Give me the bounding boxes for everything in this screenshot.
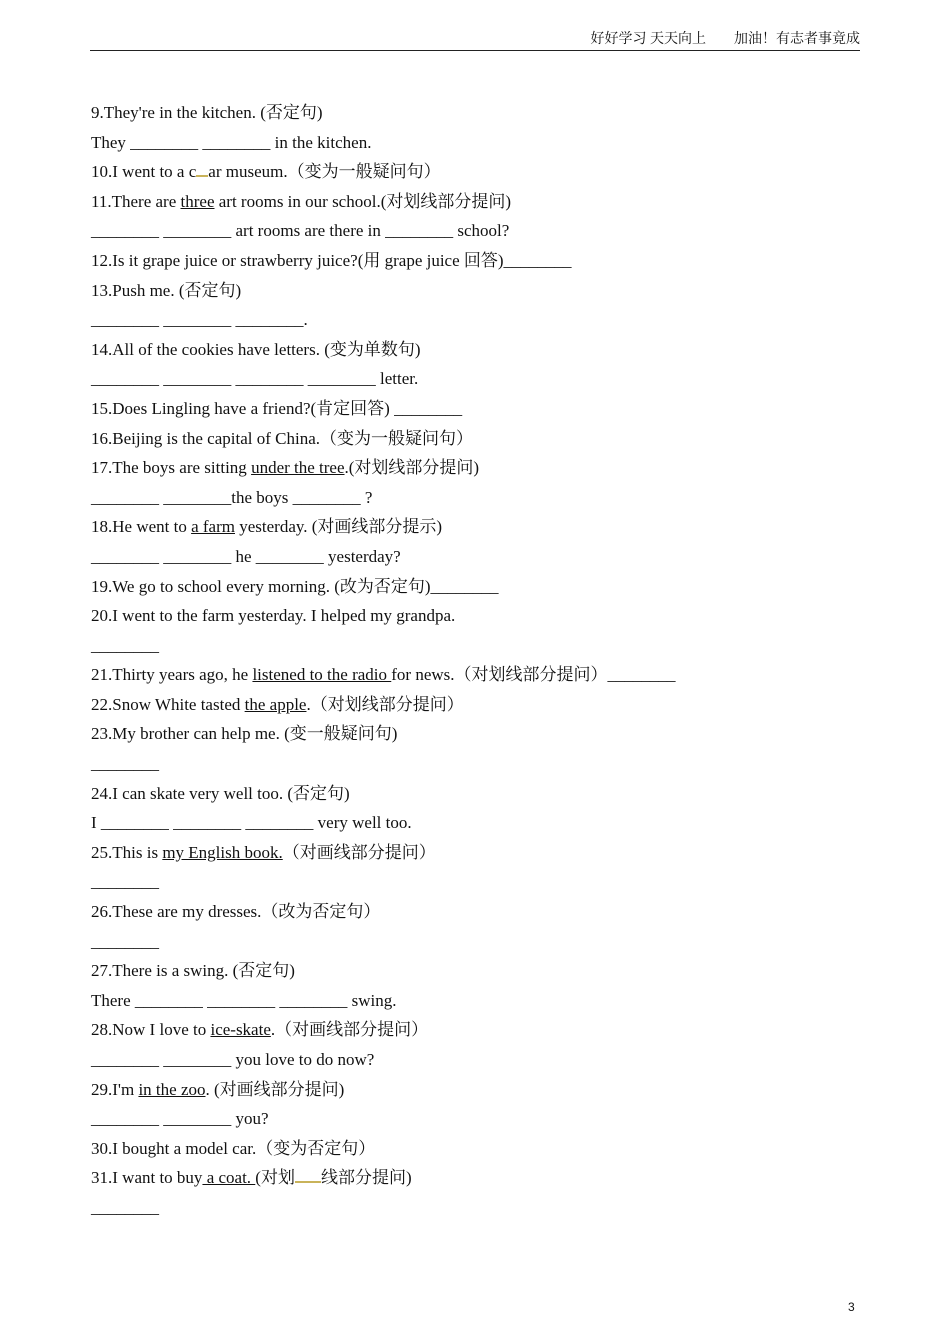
text: 25.This is [91, 842, 163, 862]
text: 21.Thirty years ago, he [91, 665, 253, 685]
question-12: 12.Is it grape juice or strawberry juice?(用 grape juice 回答)________ [91, 250, 572, 270]
answer-line: ________ [91, 872, 159, 892]
answer-line: ________ ________ ________. [91, 310, 308, 330]
question-24: 24.I can skate very well too. (否定句) [91, 783, 350, 803]
question-31 [91, 1163, 871, 1193]
underlined-text: under the tree [251, 458, 345, 478]
question-23: 23.My brother can help me. (变一般疑问句) [91, 724, 398, 744]
question-19: 19.We go to school every morning. (改为否定句)________ [91, 576, 499, 596]
text: . (对画线部分提问) [205, 1079, 345, 1099]
answer-line: ________ ________ ________ ________ letter. [91, 369, 419, 389]
question-29 [91, 1075, 871, 1105]
underlined-text: listened to the radio [252, 665, 392, 685]
question-15: 15.Does Lingling have a friend?(肯定回答) ________ [91, 398, 463, 418]
question-11 [91, 187, 871, 217]
text: art rooms in our school.(对划线部分提问) [214, 191, 512, 211]
question-20: 20.I went to the farm yesterday. I helped my grandpa. [91, 606, 456, 626]
answer-line: ________ [91, 1197, 159, 1217]
highlight-mark [196, 161, 208, 177]
question-9: 9.They're in the kitchen. (否定句) [91, 103, 323, 122]
answer-line: ________ ________ art rooms are there in ________ school? [91, 221, 510, 241]
page-header [90, 30, 860, 51]
text: 31.I want to buy [91, 1168, 203, 1188]
question-28 [91, 1015, 871, 1045]
text: 10.I went to a c [91, 162, 197, 182]
text: 18.He went to [91, 517, 192, 537]
answer-line: They ________ ________ in the kitchen. [91, 132, 372, 152]
answer-line: ________ ________ he ________ yesterday? [91, 546, 401, 566]
text: 11.There are [91, 191, 181, 211]
text: ar museum.（变为一般疑问句） [208, 162, 441, 182]
question-13: 13.Push me. (否定句) [91, 280, 242, 300]
underlined-text: my English book. [162, 842, 283, 862]
text: （对画线部分提问） [282, 842, 436, 862]
answer-line: I ________ ________ ________ very well too. [91, 813, 412, 833]
text: 17.The boys are sitting [91, 458, 252, 478]
answer-line: ________ ________the boys ________ ? [91, 487, 373, 507]
answer-line: ________ [91, 931, 159, 951]
question-16: 16.Beijing is the capital of China.（变为一般疑问句） [91, 428, 473, 448]
question-18 [91, 512, 871, 542]
underlined-text: the apple [244, 694, 307, 714]
answer-line: ________ ________ you love to do now? [91, 1050, 375, 1069]
underlined-text: ice-skate [210, 1020, 271, 1040]
text: .（对划线部分提问） [306, 694, 464, 714]
question-25 [91, 838, 871, 868]
text: 线部分提问) [320, 1168, 412, 1188]
question-17 [91, 453, 871, 483]
question-26: 26.These are my dresses.（改为否定句） [91, 902, 381, 922]
answer-line: ________ [91, 754, 159, 774]
text: .(对划线部分提问) [344, 458, 480, 478]
underlined-text: in the zoo [138, 1079, 206, 1099]
text: yesterday. (对画线部分提示) [234, 517, 443, 537]
question-10 [91, 157, 871, 187]
text: 28.Now I love to [91, 1020, 211, 1040]
underlined-text: a farm [191, 517, 235, 537]
question-30: 30.I bought a model car.（变为否定句） [91, 1138, 376, 1158]
highlight-mark [295, 1167, 321, 1183]
exercise-list [91, 98, 871, 1223]
answer-line: ________ [91, 635, 159, 655]
underlined-text: three [180, 191, 215, 211]
question-21 [91, 660, 871, 690]
text: 22.Snow White tasted [91, 694, 245, 714]
header-text: 好好学习 天天向上 加油！有志者事竟成 [590, 32, 860, 47]
text: for news.（对划线部分提问）________ [391, 665, 676, 685]
text: 29.I'm [91, 1079, 139, 1099]
answer-line: There ________ ________ ________ swing. [91, 990, 397, 1010]
page-number: 3 [848, 1300, 855, 1314]
underlined-text: a coat. [202, 1168, 256, 1188]
question-22 [91, 690, 871, 720]
question-14: 14.All of the cookies have letters. (变为单数句) [91, 339, 421, 359]
question-27: 27.There is a swing. (否定句) [91, 961, 295, 981]
answer-line: ________ ________ you? [91, 1109, 269, 1129]
text: .（对画线部分提问） [270, 1020, 429, 1040]
text: (对划 [255, 1168, 295, 1188]
